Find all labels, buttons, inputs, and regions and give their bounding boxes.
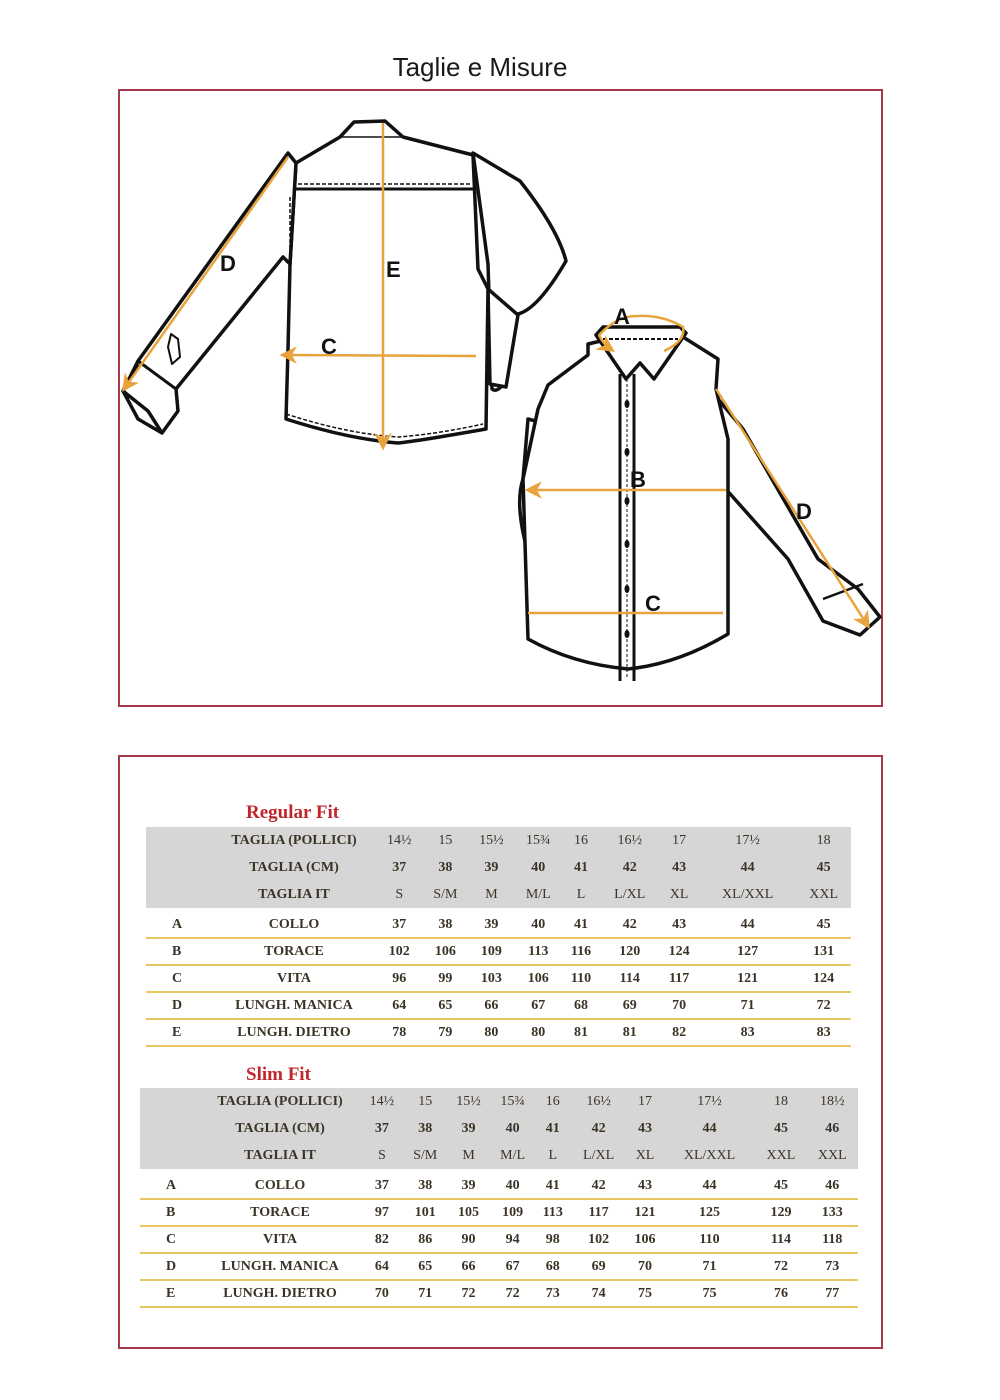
header-blank-cell bbox=[146, 827, 212, 854]
measurement-value: 71 bbox=[664, 1253, 756, 1280]
measurement-value: 38 bbox=[422, 912, 468, 938]
measurement-value: 127 bbox=[699, 938, 796, 965]
header-value: XL/XXL bbox=[664, 1142, 756, 1169]
header-value: 16½ bbox=[600, 827, 659, 854]
header-value: 16 bbox=[562, 827, 600, 854]
measurement-value: 105 bbox=[447, 1199, 491, 1226]
label-d-front: D bbox=[796, 499, 812, 524]
header-value: M/L bbox=[515, 881, 562, 908]
header-value: 17 bbox=[626, 1088, 663, 1115]
back-shirt-drawing bbox=[123, 121, 566, 443]
header-value: 44 bbox=[664, 1115, 756, 1142]
measurement-row bbox=[146, 965, 851, 992]
measurement-value: 74 bbox=[571, 1280, 626, 1307]
measurement-value: 69 bbox=[600, 992, 659, 1019]
measurement-value: 129 bbox=[755, 1199, 806, 1226]
measurement-label: COLLO bbox=[212, 912, 376, 938]
measurement-value: 99 bbox=[422, 965, 468, 992]
front-shirt-drawing bbox=[520, 327, 880, 669]
measurement-value: 67 bbox=[490, 1253, 534, 1280]
header-value: 44 bbox=[699, 854, 796, 881]
header-label: TAGLIA (POLLICI) bbox=[200, 1088, 360, 1115]
measurement-value: 124 bbox=[659, 938, 699, 965]
measurement-value: 106 bbox=[626, 1226, 663, 1253]
measurement-value: 82 bbox=[659, 1019, 699, 1046]
header-label: TAGLIA (CM) bbox=[212, 854, 376, 881]
label-a: A bbox=[614, 304, 630, 329]
measurement-value: 64 bbox=[360, 1253, 404, 1280]
header-value: 17½ bbox=[664, 1088, 756, 1115]
header-blank-cell bbox=[140, 1142, 200, 1169]
measurement-letter: B bbox=[146, 938, 212, 965]
header-value: XXL bbox=[807, 1142, 858, 1169]
measurement-value: 82 bbox=[360, 1226, 404, 1253]
measurement-value: 44 bbox=[664, 1173, 756, 1199]
measurement-label: LUNGH. DIETRO bbox=[212, 1019, 376, 1046]
header-value: 18 bbox=[796, 827, 851, 854]
measurement-value: 77 bbox=[807, 1280, 858, 1307]
measurement-value: 69 bbox=[571, 1253, 626, 1280]
regular-fit-table bbox=[146, 827, 851, 1047]
header-value: 46 bbox=[807, 1115, 858, 1142]
header-value: M/L bbox=[490, 1142, 534, 1169]
measurement-value: 83 bbox=[699, 1019, 796, 1046]
measurement-value: 103 bbox=[468, 965, 514, 992]
measurement-value: 45 bbox=[755, 1173, 806, 1199]
header-value: 17½ bbox=[699, 827, 796, 854]
measurement-row bbox=[140, 1199, 858, 1226]
measurement-value: 109 bbox=[468, 938, 514, 965]
measurement-value: 73 bbox=[535, 1280, 571, 1307]
measurement-value: 72 bbox=[796, 992, 851, 1019]
header-value: L bbox=[535, 1142, 571, 1169]
measurement-value: 76 bbox=[755, 1280, 806, 1307]
header-value: XL bbox=[626, 1142, 663, 1169]
header-value: 42 bbox=[600, 854, 659, 881]
measurement-value: 131 bbox=[796, 938, 851, 965]
measurement-value: 79 bbox=[422, 1019, 468, 1046]
measurement-value: 72 bbox=[755, 1253, 806, 1280]
measurement-value: 78 bbox=[376, 1019, 422, 1046]
header-value: 43 bbox=[659, 854, 699, 881]
measurement-value: 125 bbox=[664, 1199, 756, 1226]
back-left-sleeve bbox=[123, 153, 296, 433]
measurement-row bbox=[146, 912, 851, 938]
measurement-value: 106 bbox=[422, 938, 468, 965]
measurement-value: 106 bbox=[515, 965, 562, 992]
measurement-value: 98 bbox=[535, 1226, 571, 1253]
header-value: L bbox=[562, 881, 600, 908]
regular-fit-title: Regular Fit bbox=[246, 802, 340, 823]
header-value: S bbox=[360, 1142, 404, 1169]
header-value: S bbox=[376, 881, 422, 908]
measurement-value: 80 bbox=[468, 1019, 514, 1046]
label-c-front: C bbox=[645, 591, 661, 616]
measurement-value: 116 bbox=[562, 938, 600, 965]
measurement-value: 41 bbox=[562, 912, 600, 938]
measurement-value: 121 bbox=[699, 965, 796, 992]
measurement-value: 42 bbox=[600, 912, 659, 938]
measurement-value: 67 bbox=[515, 992, 562, 1019]
slim-fit-table bbox=[140, 1088, 858, 1308]
back-body bbox=[286, 121, 488, 443]
measurement-value: 102 bbox=[376, 938, 422, 965]
header-value: M bbox=[468, 881, 514, 908]
measurement-row bbox=[140, 1173, 858, 1199]
label-e: E bbox=[386, 257, 401, 282]
measurement-label: TORACE bbox=[200, 1199, 360, 1226]
header-value: 18½ bbox=[807, 1088, 858, 1115]
header-value: 40 bbox=[515, 854, 562, 881]
header-value: 38 bbox=[422, 854, 468, 881]
measurement-value: 83 bbox=[796, 1019, 851, 1046]
measurement-value: 70 bbox=[626, 1253, 663, 1280]
measurement-row bbox=[140, 1253, 858, 1280]
measurement-letter: D bbox=[140, 1253, 200, 1280]
header-value: XXL bbox=[796, 881, 851, 908]
measurement-value: 71 bbox=[699, 992, 796, 1019]
measurement-value: 68 bbox=[562, 992, 600, 1019]
label-c-back: C bbox=[321, 334, 337, 359]
slim-fit-body bbox=[140, 1088, 858, 1307]
measurement-letter: E bbox=[146, 1019, 212, 1046]
measurement-letter: A bbox=[140, 1173, 200, 1199]
measurement-letter: D bbox=[146, 992, 212, 1019]
header-value: 39 bbox=[468, 854, 514, 881]
measurement-value: 94 bbox=[490, 1226, 534, 1253]
header-label: TAGLIA IT bbox=[200, 1142, 360, 1169]
header-label: TAGLIA IT bbox=[212, 881, 376, 908]
header-value: 41 bbox=[535, 1115, 571, 1142]
header-value: 42 bbox=[571, 1115, 626, 1142]
measurement-letter: E bbox=[140, 1280, 200, 1307]
size-header-row bbox=[146, 827, 851, 854]
measurement-value: 70 bbox=[360, 1280, 404, 1307]
header-value: 18 bbox=[755, 1088, 806, 1115]
measurement-value: 114 bbox=[755, 1226, 806, 1253]
header-value: 17 bbox=[659, 827, 699, 854]
measurement-value: 81 bbox=[562, 1019, 600, 1046]
measurement-value: 114 bbox=[600, 965, 659, 992]
measurement-value: 43 bbox=[626, 1173, 663, 1199]
measurement-value: 46 bbox=[807, 1173, 858, 1199]
measurement-value: 45 bbox=[796, 912, 851, 938]
header-blank-cell bbox=[146, 881, 212, 908]
measurement-row bbox=[140, 1226, 858, 1253]
measurement-row bbox=[140, 1280, 858, 1307]
header-value: 15½ bbox=[468, 827, 514, 854]
measurement-value: 75 bbox=[626, 1280, 663, 1307]
measurement-value: 113 bbox=[515, 938, 562, 965]
page-title: Taglie e Misure bbox=[392, 52, 568, 82]
measurement-value: 41 bbox=[535, 1173, 571, 1199]
measurement-value: 38 bbox=[404, 1173, 447, 1199]
header-value: 14½ bbox=[360, 1088, 404, 1115]
header-value: 40 bbox=[490, 1115, 534, 1142]
header-value: 37 bbox=[376, 854, 422, 881]
header-value: S/M bbox=[404, 1142, 447, 1169]
label-d-back: D bbox=[220, 251, 236, 276]
measurement-letter: C bbox=[146, 965, 212, 992]
arrow-c-back-waist bbox=[283, 355, 476, 356]
measurement-value: 124 bbox=[796, 965, 851, 992]
header-value: 39 bbox=[447, 1115, 491, 1142]
measurement-letter: C bbox=[140, 1226, 200, 1253]
measurement-value: 110 bbox=[664, 1226, 756, 1253]
header-value: XL bbox=[659, 881, 699, 908]
header-value: S/M bbox=[422, 881, 468, 908]
measurement-value: 113 bbox=[535, 1199, 571, 1226]
measurement-value: 42 bbox=[571, 1173, 626, 1199]
header-value: 16 bbox=[535, 1088, 571, 1115]
header-value: 15¾ bbox=[515, 827, 562, 854]
measurement-value: 81 bbox=[600, 1019, 659, 1046]
header-value: M bbox=[447, 1142, 491, 1169]
size-header-row bbox=[140, 1088, 858, 1115]
measurement-value: 117 bbox=[571, 1199, 626, 1226]
size-header-row bbox=[140, 1115, 858, 1142]
header-label: TAGLIA (POLLICI) bbox=[212, 827, 376, 854]
header-blank-cell bbox=[140, 1115, 200, 1142]
header-value: L/XL bbox=[600, 881, 659, 908]
measurement-label: LUNGH. MANICA bbox=[200, 1253, 360, 1280]
slim-fit-title: Slim Fit bbox=[246, 1064, 311, 1085]
measurement-value: 75 bbox=[664, 1280, 756, 1307]
measurement-value: 65 bbox=[422, 992, 468, 1019]
measurement-value: 73 bbox=[807, 1253, 858, 1280]
header-label: TAGLIA (CM) bbox=[200, 1115, 360, 1142]
measurement-value: 66 bbox=[468, 992, 514, 1019]
measurement-row bbox=[146, 938, 851, 965]
header-value: 15 bbox=[422, 827, 468, 854]
measurement-value: 40 bbox=[490, 1173, 534, 1199]
measurement-label: COLLO bbox=[200, 1173, 360, 1199]
measurement-value: 96 bbox=[376, 965, 422, 992]
measurement-value: 118 bbox=[807, 1226, 858, 1253]
size-header-row bbox=[146, 854, 851, 881]
header-value: 45 bbox=[755, 1115, 806, 1142]
measurement-label: TORACE bbox=[212, 938, 376, 965]
size-header-row bbox=[140, 1142, 858, 1169]
header-value: 15¾ bbox=[490, 1088, 534, 1115]
measurement-value: 37 bbox=[360, 1173, 404, 1199]
header-blank-cell bbox=[140, 1088, 200, 1115]
measurement-label: LUNGH. MANICA bbox=[212, 992, 376, 1019]
header-value: 43 bbox=[626, 1115, 663, 1142]
header-value: 41 bbox=[562, 854, 600, 881]
measurement-value: 109 bbox=[490, 1199, 534, 1226]
label-b: B bbox=[630, 467, 646, 492]
measurement-value: 65 bbox=[404, 1253, 447, 1280]
measurement-value: 110 bbox=[562, 965, 600, 992]
measurement-value: 117 bbox=[659, 965, 699, 992]
measurement-value: 39 bbox=[468, 912, 514, 938]
measurement-label: VITA bbox=[212, 965, 376, 992]
measurement-value: 39 bbox=[447, 1173, 491, 1199]
header-value: 16½ bbox=[571, 1088, 626, 1115]
measurement-label: VITA bbox=[200, 1226, 360, 1253]
measurement-value: 66 bbox=[447, 1253, 491, 1280]
measurement-value: 133 bbox=[807, 1199, 858, 1226]
measurement-value: 40 bbox=[515, 912, 562, 938]
measurement-value: 68 bbox=[535, 1253, 571, 1280]
measurement-value: 97 bbox=[360, 1199, 404, 1226]
header-value: 37 bbox=[360, 1115, 404, 1142]
measurement-value: 80 bbox=[515, 1019, 562, 1046]
measurement-value: 120 bbox=[600, 938, 659, 965]
measurement-row bbox=[146, 1019, 851, 1046]
measurement-value: 121 bbox=[626, 1199, 663, 1226]
header-value: 38 bbox=[404, 1115, 447, 1142]
shirt-measurement-diagram bbox=[118, 89, 883, 707]
size-header-row bbox=[146, 881, 851, 908]
measurement-row bbox=[146, 992, 851, 1019]
measurement-value: 86 bbox=[404, 1226, 447, 1253]
header-value: 45 bbox=[796, 854, 851, 881]
measurement-letter: A bbox=[146, 912, 212, 938]
measurement-letter: B bbox=[140, 1199, 200, 1226]
measurement-value: 101 bbox=[404, 1199, 447, 1226]
header-value: XXL bbox=[755, 1142, 806, 1169]
regular-fit-body bbox=[146, 827, 851, 1046]
header-value: 15 bbox=[404, 1088, 447, 1115]
measurement-value: 102 bbox=[571, 1226, 626, 1253]
measurement-label: LUNGH. DIETRO bbox=[200, 1280, 360, 1307]
measurement-value: 70 bbox=[659, 992, 699, 1019]
measurement-value: 71 bbox=[404, 1280, 447, 1307]
arrow-d-front-sleeve bbox=[716, 389, 868, 626]
measurement-value: 72 bbox=[490, 1280, 534, 1307]
header-value: 15½ bbox=[447, 1088, 491, 1115]
header-blank-cell bbox=[146, 854, 212, 881]
header-value: 14½ bbox=[376, 827, 422, 854]
header-value: L/XL bbox=[571, 1142, 626, 1169]
measurement-value: 90 bbox=[447, 1226, 491, 1253]
measurement-value: 72 bbox=[447, 1280, 491, 1307]
measurement-value: 44 bbox=[699, 912, 796, 938]
header-value: XL/XXL bbox=[699, 881, 796, 908]
measurement-value: 43 bbox=[659, 912, 699, 938]
measurement-value: 37 bbox=[376, 912, 422, 938]
measurement-value: 64 bbox=[376, 992, 422, 1019]
